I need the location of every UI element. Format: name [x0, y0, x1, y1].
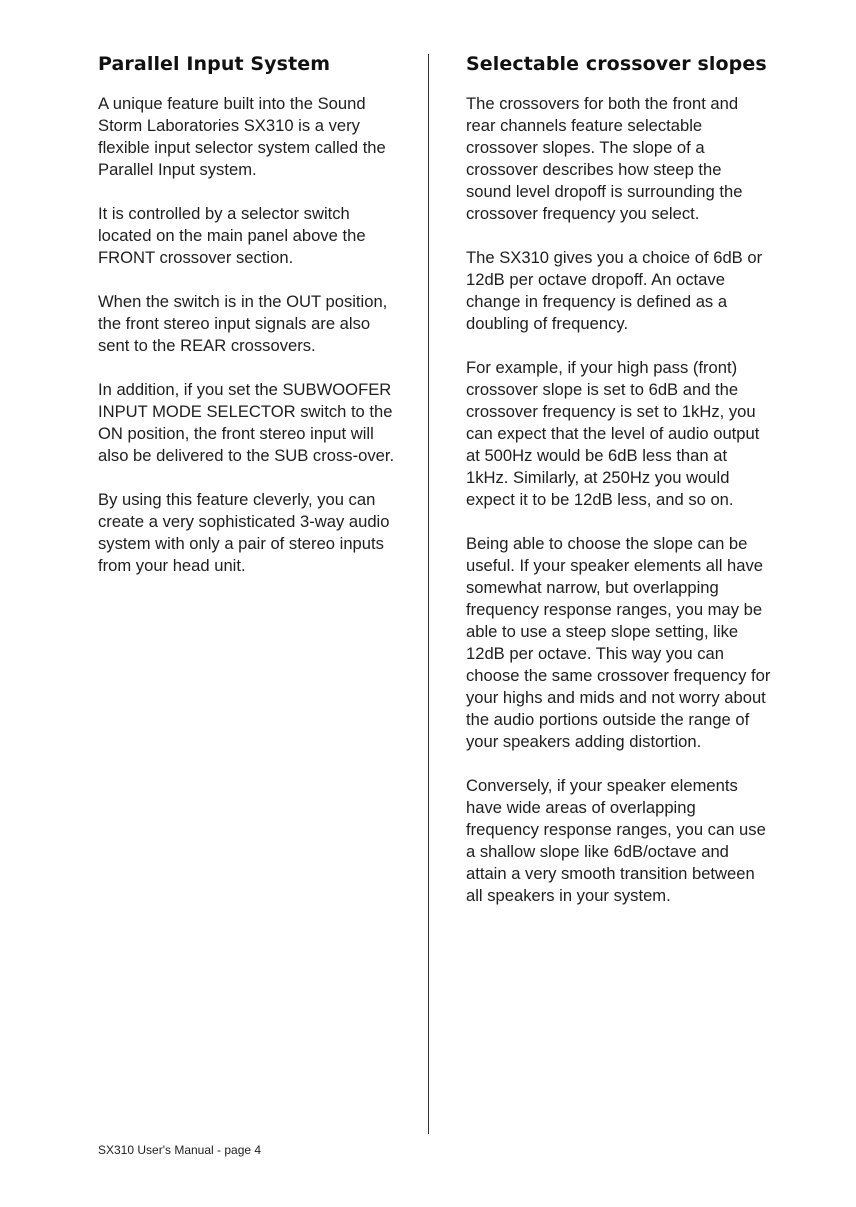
paragraph: For example, if your high pass (front) crossover slope is set to 6dB and the crossover frequency is set to 1kHz, you can expect that the level of audio output at 500Hz would be 6dB less than at 1kHz. Similarly, at 250Hz you would expect it to be 12dB less, and so on. — [466, 358, 760, 509]
right-column — [466, 50, 771, 929]
column-divider — [428, 54, 429, 1134]
paragraph: It is controlled by a selector switch located on the main panel above the FRONT crossover section. — [98, 204, 366, 267]
paragraph: Being able to choose the slope can be useful. If your speaker elements all have somewhat narrow, but overlapping frequency response ranges, you may be able to use a steep slope setting, like 12dB per octave. This way you can choose the same crossover frequency for your highs and mids and not worry about the audio portions outside the range of your speakers adding distortion. — [466, 534, 771, 751]
paragraph: By using this feature cleverly, you can create a very sophisticated 3-way audio system with only a pair of stereo inputs from your head unit. — [98, 490, 390, 575]
paragraph: The SX310 gives you a choice of 6dB or 12dB per octave dropoff. An octave change in frequency is defined as a doubling of frequency. — [466, 248, 763, 333]
paragraph: A unique feature built into the Sound Storm Laboratories SX310 is a very flexible input selector system called the Parallel Input system. — [98, 94, 386, 179]
page-footer: SX310 User's Manual - page 4 — [98, 1143, 262, 1157]
paragraph: When the switch is in the OUT position, the front stereo input signals are also sent to the REAR crossovers. — [98, 292, 388, 355]
paragraph: In addition, if you set the SUBWOOFER INPUT MODE SELECTOR switch to the ON position, the front stereo input will also be delivered to the SUB cross-over. — [98, 380, 395, 465]
left-column — [98, 50, 403, 599]
section-heading-parallel-input: Parallel Input System — [98, 53, 331, 75]
paragraph: Conversely, if your speaker elements have wide areas of overlapping frequency response ranges, you can use a shallow slope like 6dB/octave and attain a very smooth transition between all speakers in your system. — [466, 776, 766, 905]
paragraph: The crossovers for both the front and rear channels feature selectable crossover slopes. The slope of a crossover describes how steep the sound level dropoff is surrounding the crossover frequency you select. — [466, 94, 743, 223]
section-heading-crossover-slopes: Selectable crossover slopes — [466, 53, 767, 75]
